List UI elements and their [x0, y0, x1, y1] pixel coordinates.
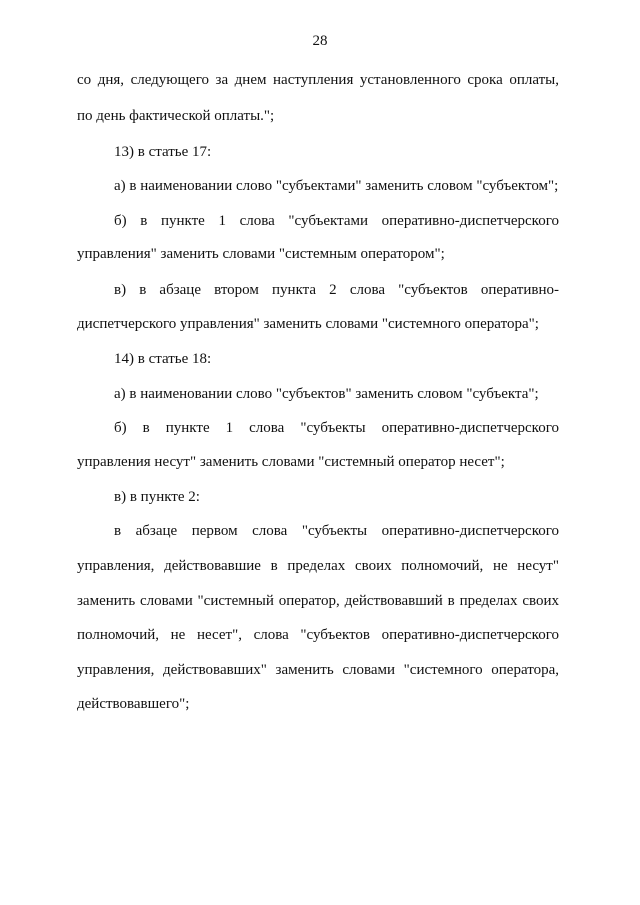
text-line: б) в пункте 1 слова "субъекты оперативно-диспетчерского — [114, 420, 559, 436]
text-line: по день фактической оплаты."; — [77, 108, 275, 124]
text-line: действовавшего"; — [77, 696, 190, 712]
text-line: в) в абзаце втором пункта 2 слова "субъектов оперативно- — [114, 282, 559, 298]
text-line: управления, действовавшие в пределах своих полномочий, не несут" — [77, 558, 559, 574]
text-line: а) в наименовании слово "субъектами" заменить словом "субъектом"; — [114, 178, 559, 194]
text-line: диспетчерского управления" заменить словами "системного оператора"; — [77, 316, 539, 332]
text-line: 14) в статье 18: — [114, 351, 212, 367]
text-line: полномочий, не несет", слова "субъектов оперативно-диспетчерского — [77, 627, 559, 643]
text-line: в) в пункте 2: — [114, 489, 200, 505]
text-line: заменить словами "системный оператор, действовавший в пределах своих — [77, 593, 559, 609]
text-line: управления, действовавших" заменить словами "системного оператора, — [77, 662, 559, 678]
text-line: управления" заменить словами "системным оператором"; — [77, 246, 445, 262]
page-number: 28 — [312, 33, 328, 49]
text-line: б) в пункте 1 слова "субъектами оперативно-диспетчерского — [114, 213, 559, 229]
text-line: управления несут" заменить словами "системный оператор несет"; — [77, 454, 505, 470]
text-line: в абзаце первом слова "субъекты оперативно-диспетчерского — [114, 523, 559, 539]
text-line: а) в наименовании слово "субъектов" заменить словом "субъекта"; — [114, 386, 539, 402]
text-line: со дня, следующего за днем наступления установленного срока оплаты, — [77, 72, 559, 88]
text-line: 13) в статье 17: — [114, 144, 212, 160]
